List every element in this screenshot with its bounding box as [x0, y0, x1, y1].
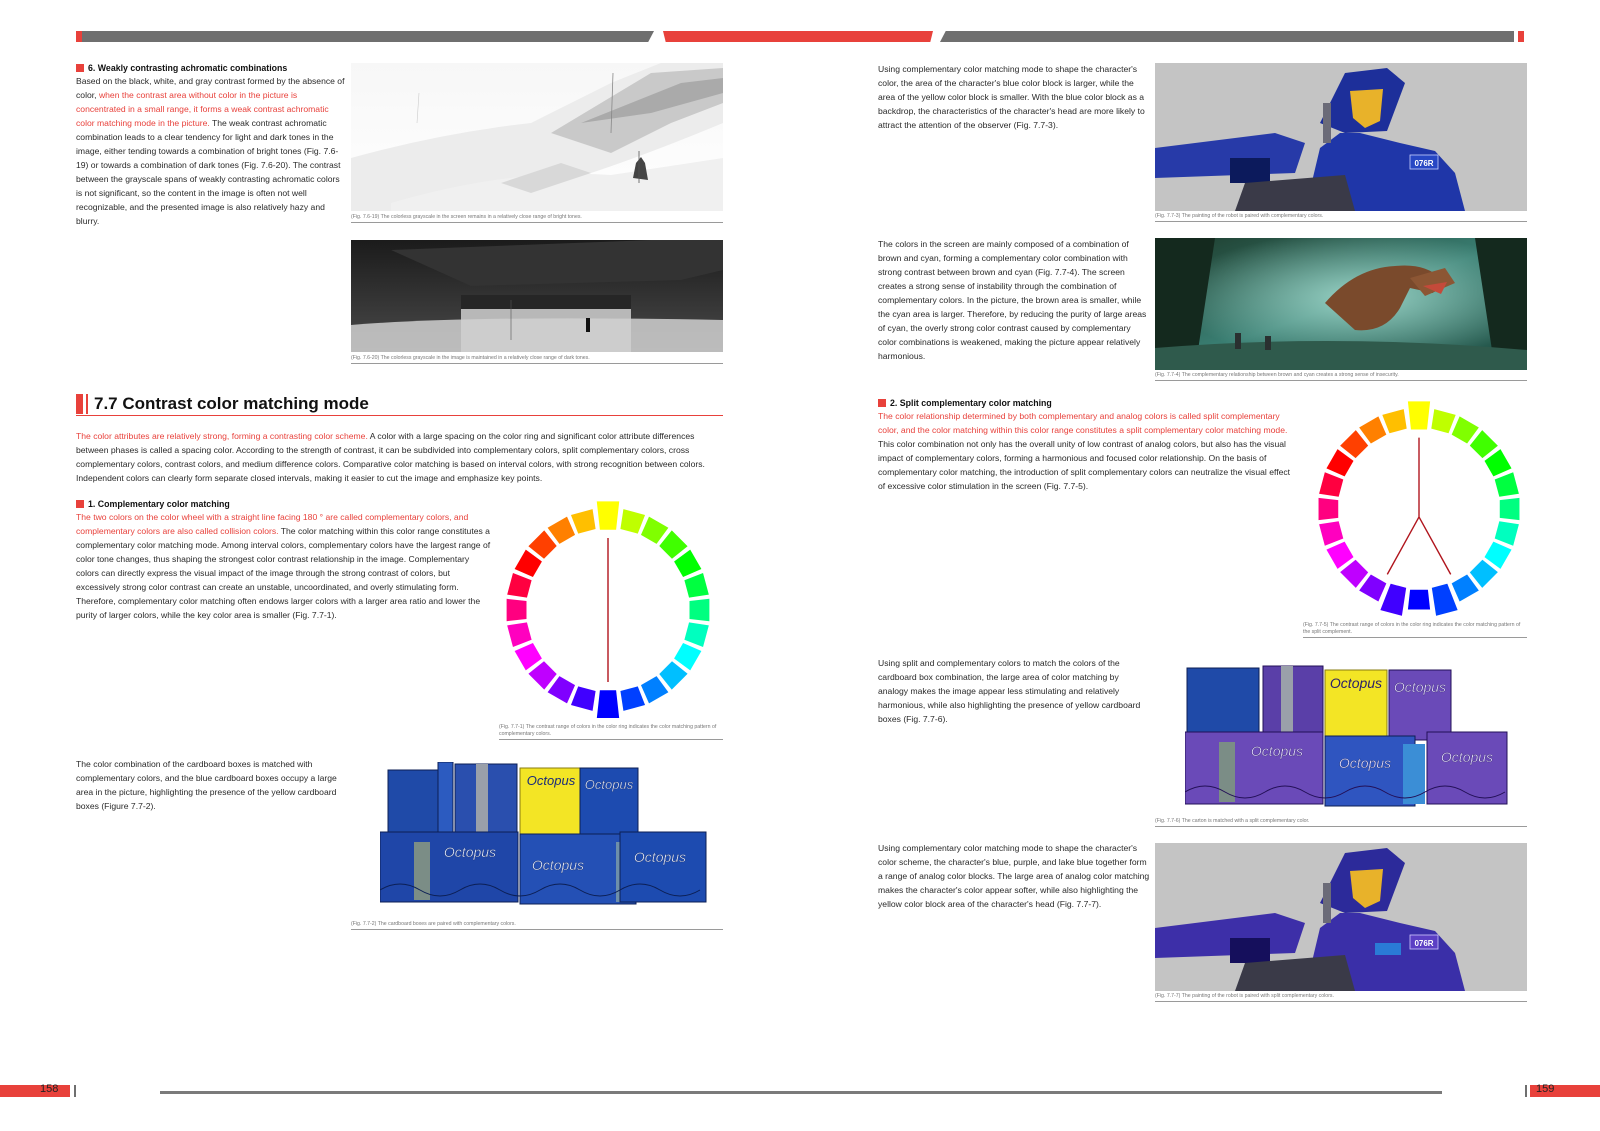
color-wheel-segment — [1319, 498, 1339, 520]
box-label: Octopus — [1338, 755, 1392, 771]
top-bar-gray-right — [940, 31, 1514, 42]
section-6-paragraph: Based on the black, white, and gray contrast formed by the absence of color, when the contrast area without color in the picture is concentrated in a small range, it forms a weak contrast achromatic color matching mode in the picture. The weak contrast achromatic combination leads to a clear tendency for light and dark tones in the image, either tending towards a combination of bright tones (Fig. 7.6-19) or towards a combination of dark tones (Fig. 7.6-20). The contrast between the grayscale spans of weakly contrasting achromatic colors is not significant, so the content in the image is often not well recognizable, and the presented image is also relatively hazy and blurry. — [76, 76, 345, 226]
footer-tick-right — [1525, 1085, 1527, 1097]
color-wheel-segment — [1500, 498, 1520, 520]
footer-gray-rule — [160, 1091, 1442, 1094]
section-title-marker — [76, 394, 83, 414]
page-number-left: 158 — [40, 1083, 59, 1095]
boxes-paragraph: The color combination of the cardboard boxes is matched with complementary colors, and the blue cardboard boxes occupy a large area in the picture, highlighting the presence of the yellow cardboard boxes (Figure 7.7-2). — [76, 759, 337, 811]
figure-7-7-3-robot-image — [1155, 63, 1527, 211]
box-label: Octopus — [633, 849, 687, 865]
color-wheel-segment — [1340, 560, 1368, 588]
section-6 — [76, 62, 346, 228]
footer-tick-left — [74, 1085, 76, 1097]
color-wheel-segment — [1495, 521, 1519, 545]
section-6-heading: 6. Weakly contrasting achromatic combinations — [88, 63, 288, 73]
color-wheel-line — [1419, 517, 1451, 574]
heading-marker — [76, 64, 84, 72]
figure-7-6-19-image — [351, 63, 723, 211]
color-wheel-segment — [684, 622, 708, 647]
color-wheel-segment — [1382, 409, 1406, 433]
box-label: Octopus — [1250, 743, 1304, 759]
box-label: Octopus — [1329, 675, 1383, 691]
robot-2-paragraph: Using complementary color matching mode to shape the character's color scheme, the character's blue, purple, and lake blue together form a range of analog color blocks. The large area of analog color matching makes the character's color appear softer, while also highlighting the yellow color block area of the character's head (Fig. 7.7-7). — [878, 843, 1150, 909]
box-label: Octopus — [1393, 679, 1447, 695]
figure-7-7-1-caption: (Fig. 7.7-1) The contrast range of colors in the color ring indicates the color matching pattern of complementary colors. — [499, 724, 723, 740]
robot-1-paragraph: Using complementary color matching mode to shape the character's color, the area of the character's blue color block is larger, while the area of the yellow color block is smaller. With the blue color block as a backdrop, the characteristics of the character's head are more likely to attract the attention of the observer (Fig. 7.7-3). — [878, 64, 1145, 130]
box-row-top — [388, 762, 638, 840]
figure-7-7-4-caption: (Fig. 7.7-4) The complementary relationship between brown and cyan creates a strong sense of insecurity. — [1155, 372, 1527, 381]
color-wheel-segment — [528, 530, 556, 558]
color-wheel-segment — [1319, 521, 1343, 545]
figure-7-7-5-caption: (Fig. 7.7-5) The contrast range of colors in the color ring indicates the color matching pattern of the split complement. — [1303, 622, 1527, 638]
figure-7-7-3-caption: (Fig. 7.7-3) The painting of the robot is paired with complementary colors. — [1155, 213, 1527, 222]
section-1 — [76, 498, 494, 622]
section-1-paragraph: The two colors on the color wheel with a straight line facing 180 ° are called complementary colors, and complementary colors are also called collision colors. The color matching within this color range constitutes a complementary color matching mode. Among interval colors, complementary colors have the largest range of color tone changes, thus shaping the strongest color contrast relationship in the image. Complementary colors can directly express the visual impact of the image through the strong contrast of colors, but excessively strong color contrast can create an unstable, uncoordinated, and overly stimulating form. Therefore, complementary color matching often endows larger colors with a larger area ratio and lower the purity of larger colors, while the key color area is smaller (Fig. 7.7-1). — [76, 512, 491, 620]
color-wheel-segment — [690, 599, 710, 621]
top-bar-gray-left — [76, 31, 654, 42]
section-title: 7.7 Contrast color matching mode — [94, 394, 369, 413]
section-2 — [878, 397, 1298, 493]
top-bar-red-center — [663, 31, 933, 42]
section-1-heading: 1. Complementary color matching — [88, 499, 230, 509]
footer-red-left — [0, 1085, 70, 1097]
section-title-block — [76, 393, 723, 416]
color-wheel-segment — [1470, 560, 1498, 588]
color-wheel-segment — [507, 599, 527, 621]
figure-7-6-20-image — [351, 240, 723, 352]
color-wheel-segment — [596, 501, 620, 531]
section-title-marker-thin — [86, 394, 88, 414]
color-wheel-segment — [507, 573, 531, 598]
robot-label: 076R — [1414, 159, 1434, 168]
figure-7-6-19-caption: (Fig. 7.6-19) The colorless grayscale in the screen remains in a relatively close range of bright tones. — [351, 214, 723, 223]
page-number-right: 159 — [1536, 1083, 1555, 1095]
box-label: Octopus — [1440, 749, 1494, 765]
color-wheel-segment — [659, 530, 687, 558]
figure-7-7-1-color-wheel — [498, 498, 718, 718]
color-wheel-segment — [571, 509, 596, 533]
box-label: Octopus — [584, 777, 634, 792]
color-wheel-segment — [659, 661, 687, 689]
boxes-2-paragraph: Using split and complementary colors to match the colors of the cardboard box combination, the large area of color matching by analogy makes the image appear less stimulating and relatively harmonious, while also highlighting the presence of yellow cardboard boxes (Fig. 7.7-6). — [878, 658, 1141, 724]
color-wheel-segment — [1431, 409, 1455, 433]
top-bar-accent-right — [1518, 31, 1524, 42]
color-wheel-segment — [596, 690, 620, 718]
color-wheel-line — [1387, 517, 1419, 574]
color-wheel-segment — [684, 573, 708, 598]
color-wheel-segment — [1495, 472, 1519, 496]
dinosaur-paragraph: The colors in the screen are mainly composed of a combination of brown and cyan, forming a complementary color combination with strong contrast between brown and cyan (Fig. 7.7-4). The screen creates a strong sense of instability through the combination of complementary colors. In the picture, the brown area is smaller, while the cyan area is larger. Therefore, by reducing the purity of large areas of cyan, the overly strong color contrast caused by complementary color combinations is weakened, making the picture appear relatively harmonious. — [878, 239, 1147, 361]
figure-7-7-6-boxes-image — [1185, 664, 1510, 816]
section-2-heading: 2. Split complementary color matching — [890, 398, 1052, 408]
color-wheel-segment — [528, 661, 556, 689]
box-label: Octopus — [526, 773, 576, 788]
box-label: Octopus — [443, 844, 497, 860]
robot-label: 076R — [1414, 939, 1434, 948]
color-wheel-segment — [1340, 430, 1368, 458]
figure-7-7-5-color-wheel — [1310, 398, 1528, 616]
figure-7-7-2-caption: (Fig. 7.7-2) The cardboard boxes are paired with complementary colors. — [351, 921, 723, 930]
heading-marker — [76, 500, 84, 508]
color-wheel-segment — [1319, 472, 1343, 496]
figure-7-6-20-caption: (Fig. 7.6-20) The colorless grayscale in the image is maintained in a relatively close range of dark tones. — [351, 355, 723, 364]
section-2-paragraph: The color relationship determined by both complementary and analog colors is called split complementary color, and the color matching within this color range constitutes a split complementary color matching mode. This color combination not only has the overall unity of low contrast of analog colors, but also has the visual impact of complementary colors, forming a harmonious and focused color relationship. On the basis of complementary color matching, the introduction of split complementary colors can neutralize the visual effect of excessive color stimulation in the screen (Fig. 7.7-5). — [878, 411, 1291, 491]
color-wheel-segment — [1470, 430, 1498, 458]
color-wheel-segment — [1408, 590, 1430, 610]
figure-7-7-7-robot-image — [1155, 843, 1527, 991]
color-wheel-segment — [620, 509, 645, 533]
section-intro: The color attributes are relatively strong, forming a contrasting color scheme. A color with a large spacing on the color ring and significant color attribute differences between phases is called a spacing color. According to the strength of contrast, it can be subdivided into complementary colors, split complementary colors, cross complementary colors, contrast colors, and medium difference colors. Comparative color matching is based on interval colors, with strong recognition between colors. Independent colors can clearly form separate closed intervals, making it easier to cut the image and emphasize key points. — [76, 431, 705, 483]
figure-7-7-4-dinosaur-image — [1155, 238, 1527, 370]
figure-7-7-2-boxes-image — [380, 762, 715, 912]
box-label: Octopus — [531, 857, 585, 873]
top-bar-accent-left — [76, 31, 82, 42]
color-wheel-segment — [620, 686, 645, 710]
figure-7-7-6-caption: (Fig. 7.7-6) The carton is matched with a split complementary color. — [1155, 818, 1527, 827]
color-wheel-segment — [1407, 401, 1431, 431]
color-wheel-segment — [571, 686, 596, 710]
color-wheel-segment — [507, 622, 531, 647]
figure-7-7-7-caption: (Fig. 7.7-7) The painting of the robot is paired with split complementary colors. — [1155, 993, 1527, 1002]
heading-marker — [878, 399, 886, 407]
box-row-bottom — [380, 832, 706, 904]
